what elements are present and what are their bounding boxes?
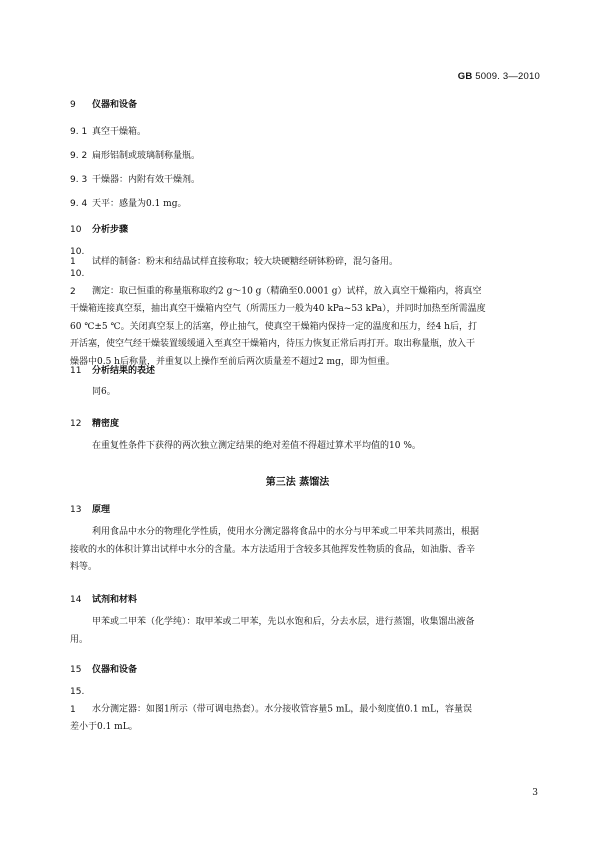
section-15-heading — [70, 662, 137, 675]
section-13-heading — [70, 502, 110, 515]
section-number: 14 — [70, 595, 82, 605]
paragraph-line: 料等。 — [70, 562, 98, 572]
item-text: 天平：感量为0.1 mg。 — [92, 199, 187, 209]
paragraph-line: 开活塞，使空气经干燥装置缓缓通入至真空干燥箱内，待压力恢复正常后再打开。取出称量瓶，放入干 — [70, 339, 476, 349]
item-10-2 — [70, 266, 540, 371]
paragraph-line: 差小于0.1 mL。 — [70, 722, 138, 732]
section-title: 原理 — [92, 505, 111, 515]
section-title: 仪器和设备 — [92, 100, 138, 110]
page-number: 3 — [532, 788, 538, 798]
section-12-body: 在重复性条件下获得的两次独立测定结果的绝对差值不得超过算术平均值的10 %。 — [92, 441, 421, 451]
section-13-body — [70, 524, 540, 577]
item-text: 扁形铝制或玻璃制称量瓶。 — [92, 151, 201, 161]
standard-code-prefix: GB — [457, 71, 473, 82]
section-11-heading — [70, 363, 155, 376]
paragraph-line: 甲苯或二甲苯（化学纯）：取甲苯或二甲苯，先以水饱和后，分去水层，进行蒸馏，收集馏出液备 — [92, 617, 475, 627]
item-text: 试样的制备：粉末和结晶试样直接称取；较大块硬糖经研钵粉碎，混匀备用。 — [92, 257, 399, 267]
section-number: 10 — [70, 225, 82, 235]
section-9-heading — [70, 97, 137, 110]
paragraph-line: 燥器中0.5 h后称量，并重复以上操作至前后两次质量差不超过2 mg，即为恒重。 — [70, 356, 395, 367]
section-11-body: 同6。 — [92, 387, 116, 397]
item-9-1 — [70, 124, 146, 137]
paragraph-line: 用。 — [70, 634, 89, 645]
item-number: 9. 1 — [70, 127, 88, 137]
item-10-1 — [70, 247, 398, 267]
item-number: 9. 2 — [70, 151, 88, 161]
paragraph-line: 10. 2 测定：取已恒重的称量瓶称取约2 g～10 g（精确至0.0001 g）试样，放入真空干燥箱内，将真空 — [70, 266, 540, 301]
method-title: 第三法 蒸馏法 — [265, 477, 330, 488]
section-title: 仪器和设备 — [92, 665, 138, 675]
paragraph-line: 干燥箱连接真空泵，抽出真空干燥箱内空气（所需压力一般为40 kPa~53 kPa），并同时加热至所需温度 — [70, 304, 486, 314]
item-9-4 — [70, 196, 186, 209]
paragraph-line: 60 ℃±5 ℃。关闭真空泵上的活塞，停止抽气，使真空干燥箱内保持一定的温度和压力，经4 h后，打 — [70, 321, 477, 332]
item-number: 15. 1 — [70, 687, 85, 715]
item-text: 干燥器：内附有效干燥剂。 — [92, 175, 201, 185]
paragraph-line: 利用食品中水分的物理化学性质，使用水分测定器将食品中的水分与甲苯或二甲苯共同蒸出，根据 — [92, 527, 480, 537]
section-number: 9 — [70, 100, 76, 110]
section-14-heading — [70, 592, 137, 605]
item-number: 9. 3 — [70, 175, 88, 185]
item-15-1 — [70, 684, 540, 737]
paragraph-line: 15. 1 水分测定器：如图1所示（带可调电热套）。水分接收管容量5 mL，最小刻度值0.1 mL，容量误 — [70, 684, 540, 719]
section-title: 试剂和材料 — [92, 595, 138, 605]
section-number: 13 — [70, 505, 82, 515]
section-title: 分析结果的表述 — [92, 366, 156, 376]
item-9-2 — [70, 148, 200, 161]
section-12-heading — [70, 416, 119, 429]
section-number: 15 — [70, 665, 82, 675]
section-14-body — [70, 614, 540, 649]
paragraph-line: 接收的水的体积计算出试样中水分的含量。本方法适用于含较多其他挥发性物质的食品，如油脂、香辛 — [70, 544, 476, 555]
section-number: 11 — [70, 366, 82, 376]
item-number: 9. 4 — [70, 199, 88, 209]
standard-code — [458, 71, 540, 82]
section-title: 精密度 — [92, 419, 120, 429]
item-9-3 — [70, 172, 200, 185]
section-10-heading — [70, 222, 128, 235]
item-number: 10. 1 — [70, 247, 85, 267]
item-text: 真空干燥箱。 — [92, 127, 147, 137]
section-number: 12 — [70, 419, 82, 429]
standard-code-number: 5009. 3—2010 — [475, 71, 540, 82]
item-number: 10. 2 — [70, 269, 85, 297]
section-title: 分析步骤 — [92, 225, 129, 235]
